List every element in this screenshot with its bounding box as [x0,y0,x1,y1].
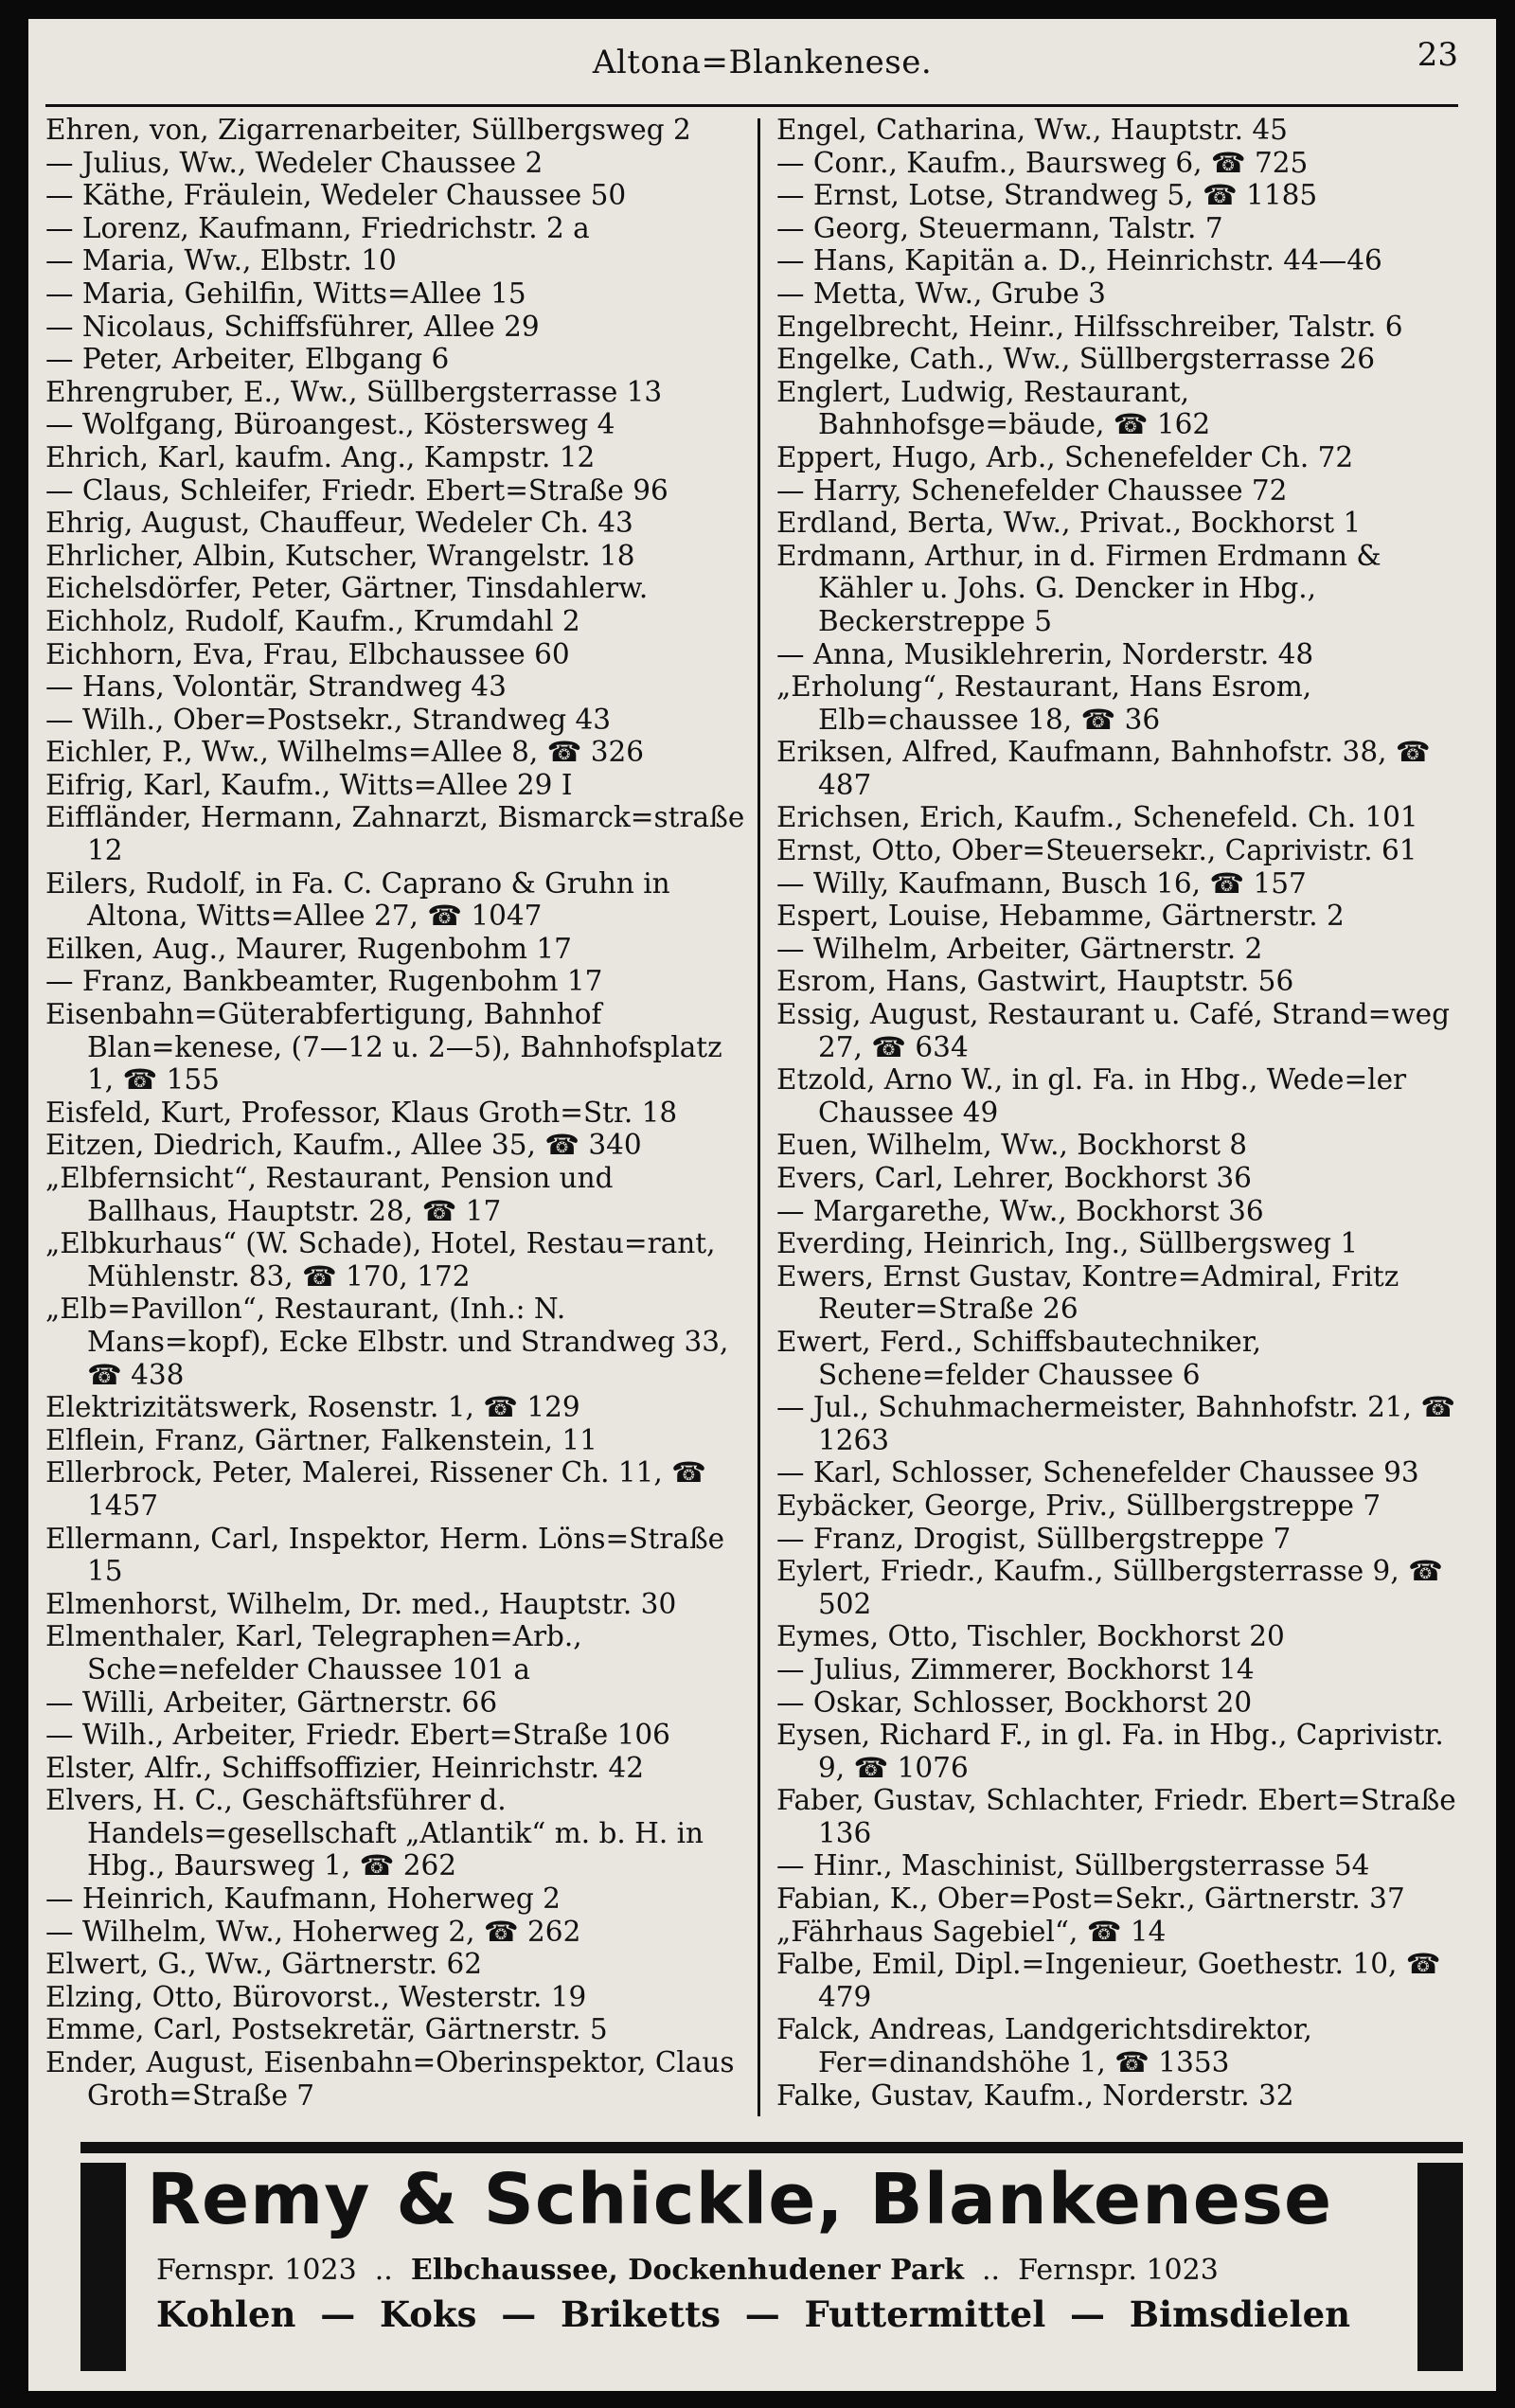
ad-top-bar [80,2142,1463,2153]
directory-entry: Eifrig, Karl, Kaufm., Witts=Allee 29 I [45,768,573,801]
directory-entry: — Conr., Kaufm., Baursweg 6, ☎ 725 [776,146,1309,179]
ad-company-name: Remy & Schickle, Blankenese [147,2159,1333,2240]
directory-entry: — Margarethe, Ww., Bockhorst 36 [776,1194,1264,1227]
directory-entry: Elmenhorst, Wilhelm, Dr. med., Hauptstr. 30 [45,1587,677,1620]
directory-entry: — Anna, Musiklehrerin, Norderstr. 48 [776,637,1314,670]
directory-entry: — Claus, Schleifer, Friedr. Ebert=Straße 96 [45,473,668,507]
directory-entry: — Franz, Bankbeamter, Rugenbohm 17 [45,965,603,998]
ad-separator-1: .. [374,2254,393,2287]
directory-entry: Eichler, P., Ww., Wilhelms=Allee 8, ☎ 326 [45,736,645,769]
ad-product: Futtermittel [804,2293,1046,2335]
header-rule [45,104,1458,107]
left-column [45,114,746,2121]
directory-entry: Ehrlicher, Albin, Kutscher, Wrangelstr. 18 [45,539,635,572]
ad-products-line [156,2293,1350,2335]
ad-left-block [80,2163,126,2371]
directory-entry: — Ernst, Lotse, Strandweg 5, ☎ 1185 [776,179,1318,212]
ad-product-separator: — [744,2293,780,2335]
directory-entry: Faber, Gustav, Schlachter, Friedr. Ebert=Straße 136 [776,1784,1456,1849]
directory-entry: Ernst, Otto, Ober=Steuersekr., Caprivistr. 61 [776,834,1417,867]
ad-right-block [1417,2163,1463,2371]
directory-entry: Ewers, Ernst Gustav, Kontre=Admiral, Fritz Reuter=Straße 26 [776,1259,1399,1326]
ad-product-separator: — [320,2293,356,2335]
directory-entry: Falck, Andreas, Landgerichtsdirektor, Fer=dinandshöhe 1, ☎ 1353 [776,2013,1312,2079]
directory-entry: — Metta, Ww., Grube 3 [776,276,1106,310]
directory-entry: — Hinr., Maschinist, Süllbergsterrasse 54 [776,1849,1370,1882]
directory-entry: Eichelsdörfer, Peter, Gärtner, Tinsdahlerw. [45,572,649,605]
ad-product: Bimsdielen [1129,2293,1351,2335]
directory-entry: Evers, Carl, Lehrer, Bockhorst 36 [776,1162,1252,1194]
column-divider [758,118,760,2116]
advertisement [80,2142,1463,2377]
directory-entry: — Jul., Schuhmachermeister, Bahnhofstr. 21, ☎ 1263 [776,1391,1456,1456]
directory-entry: Eichhorn, Eva, Frau, Elbchaussee 60 [45,637,570,670]
directory-entry: Engelke, Cath., Ww., Süllbergsterrasse 26 [776,343,1376,376]
directory-entry: Eppert, Hugo, Arb., Schenefelder Ch. 72 [776,440,1354,473]
directory-entry: Etzold, Arno W., in gl. Fa. in Hbg., Wede=ler Chaussee 49 [776,1063,1407,1129]
directory-entry: Elwert, G., Ww., Gärtnerstr. 62 [45,1948,483,1981]
directory-entry: — Harry, Schenefelder Chaussee 72 [776,473,1288,507]
directory-entry: Espert, Louise, Hebamme, Gärtnerstr. 2 [776,900,1345,933]
directory-entry: Eilers, Rudolf, in Fa. C. Caprano & Gruhn in Altona, Witts=Allee 27, ☎ 1047 [45,866,670,933]
directory-entry: „Elb=Pavillon“, Restaurant, (Inh.: N. Mans=kopf), Ecke Elbstr. und Strandweg 33, ☎ 438 [45,1293,729,1391]
ad-phone-right: Fernspr. 1023 [1018,2254,1219,2287]
directory-entry: — Lorenz, Kaufmann, Friedrichstr. 2 a [45,211,590,244]
directory-entry: „Elbkurhaus“ (W. Schade), Hotel, Restau=rant, Mühlenstr. 83, ☎ 170, 172 [45,1227,716,1293]
ad-product: Kohlen [156,2293,296,2335]
directory-entry: — Oskar, Schlosser, Bockhorst 20 [776,1686,1253,1719]
right-column [776,114,1458,2121]
directory-entry: Engel, Catharina, Ww., Hauptstr. 45 [776,114,1288,146]
directory-entry: Emme, Carl, Postsekretär, Gärtnerstr. 5 [45,2013,608,2046]
directory-entry: Eymes, Otto, Tischler, Bockhorst 20 [776,1620,1285,1653]
ad-contact-line [156,2254,1219,2287]
directory-entry: Ehren, von, Zigarrenarbeiter, Süllbergsweg 2 [45,114,691,146]
directory-entry: — Maria, Gehilfin, Witts=Allee 15 [45,276,526,310]
directory-entry: Eichholz, Rudolf, Kaufm., Krumdahl 2 [45,604,580,637]
ad-product-separator: — [501,2293,537,2335]
directory-entry: Elflein, Franz, Gärtner, Falkenstein, 11 [45,1423,597,1456]
directory-entry: Eysen, Richard F., in gl. Fa. in Hbg., Caprivistr. 9, ☎ 1076 [776,1719,1444,1784]
directory-entry: — Maria, Ww., Elbstr. 10 [45,244,397,277]
directory-entry: — Wilh., Ober=Postsekr., Strandweg 43 [45,703,612,736]
directory-entry: Eybäcker, George, Priv., Süllbergstreppe 7 [776,1489,1381,1522]
directory-entry: Fabian, K., Ober=Post=Sekr., Gärtnerstr. 37 [776,1882,1405,1916]
directory-entry: — Wilhelm, Arbeiter, Gärtnerstr. 2 [776,932,1263,965]
directory-entry: — Georg, Steuermann, Talstr. 7 [776,211,1223,244]
directory-entry: Elzing, Otto, Bürovorst., Westerstr. 19 [45,1980,587,2013]
ad-phone-left: Fernspr. 1023 [156,2254,357,2287]
directory-entry: Falbe, Emil, Dipl.=Ingenieur, Goethestr. 10, ☎ 479 [776,1948,1441,2013]
directory-entry: Everding, Heinrich, Ing., Süllbergsweg 1 [776,1227,1359,1260]
directory-entry: Ellermann, Carl, Inspektor, Herm. Löns=Straße 15 [45,1522,725,1588]
directory-entry: — Hans, Kapitän a. D., Heinrichstr. 44—46 [776,244,1382,277]
directory-entry: Esrom, Hans, Gastwirt, Hauptstr. 56 [776,965,1294,998]
directory-entry: Ewert, Ferd., Schiffsbautechniker, Schene=felder Chaussee 6 [776,1325,1261,1391]
directory-entry: „Erholung“, Restaurant, Hans Esrom, Elb=chaussee 18, ☎ 36 [776,670,1312,736]
directory-entry: Ehrengruber, E., Ww., Süllbergsterrasse 13 [45,375,663,408]
directory-entry: Eisenbahn=Güterabfertigung, Bahnhof Blan=kenese, (7—12 u. 2—5), Bahnhofsplatz 1, ☎ 155 [45,998,722,1097]
directory-entry: Falke, Gustav, Kaufm., Norderstr. 32 [776,2078,1294,2112]
directory-entry: Englert, Ludwig, Restaurant, Bahnhofsge=bäude, ☎ 162 [776,375,1211,441]
page-number: 23 [1417,36,1458,74]
ad-address: Elbchaussee, Dockenhudener Park [410,2254,964,2287]
directory-entry: Eiffländer, Hermann, Zahnarzt, Bismarck=straße 12 [45,801,745,867]
directory-entry: Euen, Wilhelm, Ww., Bockhorst 8 [776,1129,1248,1162]
directory-entry: Eriksen, Alfred, Kaufmann, Bahnhofstr. 38, ☎ 487 [776,736,1431,801]
directory-entry: — Hans, Volontär, Strandweg 43 [45,670,507,704]
directory-page [28,19,1496,2391]
directory-entry: Elster, Alfr., Schiffsoffizier, Heinrichstr. 42 [45,1751,644,1784]
directory-entry: — Wilh., Arbeiter, Friedr. Ebert=Straße 106 [45,1719,670,1752]
ad-product: Briketts [560,2293,721,2335]
directory-entry: Ender, August, Eisenbahn=Oberinspektor, Claus Groth=Straße 7 [45,2046,735,2112]
page-title: Altona=Blankenese. [592,44,933,81]
directory-entry: — Wolfgang, Büroangest., Köstersweg 4 [45,408,615,441]
directory-entry: „Elbfernsicht“, Restaurant, Pension und Ballhaus, Hauptstr. 28, ☎ 17 [45,1162,614,1227]
directory-entry: Elektrizitätswerk, Rosenstr. 1, ☎ 129 [45,1391,580,1424]
ad-product: Koks [379,2293,477,2335]
directory-entry: — Willy, Kaufmann, Busch 16, ☎ 157 [776,866,1307,900]
directory-entry: — Käthe, Fräulein, Wedeler Chaussee 50 [45,179,627,212]
directory-entry: Eitzen, Diedrich, Kaufm., Allee 35, ☎ 340 [45,1129,642,1162]
directory-entry: Elvers, H. C., Geschäftsführer d. Handels=gesellschaft „Atlantik“ m. b. H. in Hbg., Baursweg 1, ☎ 262 [45,1784,704,1882]
directory-entry: Erichsen, Erich, Kaufm., Schenefeld. Ch. 101 [776,801,1418,834]
directory-entry: Ellerbrock, Peter, Malerei, Rissener Ch. 11, ☎ 1457 [45,1456,706,1522]
directory-entry: Essig, August, Restaurant u. Café, Strand=weg 27, ☎ 634 [776,998,1450,1063]
directory-entry: — Peter, Arbeiter, Elbgang 6 [45,343,450,376]
page-header [28,36,1496,93]
directory-entry: — Karl, Schlosser, Schenefelder Chaussee 93 [776,1456,1419,1489]
directory-entry: Eisfeld, Kurt, Professor, Klaus Groth=Str. 18 [45,1096,678,1129]
ad-product-separator: — [1070,2293,1106,2335]
directory-entry: Eilken, Aug., Maurer, Rugenbohm 17 [45,932,572,965]
directory-entry: Ehrig, August, Chauffeur, Wedeler Ch. 43 [45,507,633,540]
ad-separator-2: .. [981,2254,1001,2287]
directory-entry: — Franz, Drogist, Süllbergstreppe 7 [776,1522,1292,1555]
directory-entry: Erdland, Berta, Ww., Privat., Bockhorst 1 [776,507,1362,540]
directory-entry: Erdmann, Arthur, in d. Firmen Erdmann & Kähler u. Johs. G. Dencker in Hbg., Beckerstreppe 5 [776,539,1381,637]
directory-entry: — Julius, Zimmerer, Bockhorst 14 [776,1652,1255,1686]
directory-entry: — Nicolaus, Schiffsführer, Allee 29 [45,310,540,343]
directory-entry: Ehrich, Karl, kaufm. Ang., Kampstr. 12 [45,440,596,473]
directory-entry: — Wilhelm, Ww., Hoherweg 2, ☎ 262 [45,1915,581,1948]
directory-entry: — Heinrich, Kaufmann, Hoherweg 2 [45,1882,561,1916]
directory-entry: Eylert, Friedr., Kaufm., Süllbergsterrasse 9, ☎ 502 [776,1555,1443,1620]
directory-entry: Engelbrecht, Heinr., Hilfsschreiber, Talstr. 6 [776,310,1403,343]
directory-entry: — Julius, Ww., Wedeler Chaussee 2 [45,146,544,179]
directory-entry: — Willi, Arbeiter, Gärtnerstr. 66 [45,1686,498,1719]
directory-entry: Elmenthaler, Karl, Telegraphen=Arb., Sche=nefelder Chaussee 101 a [45,1620,582,1686]
directory-entry: „Fährhaus Sagebiel“, ☎ 14 [776,1915,1167,1948]
